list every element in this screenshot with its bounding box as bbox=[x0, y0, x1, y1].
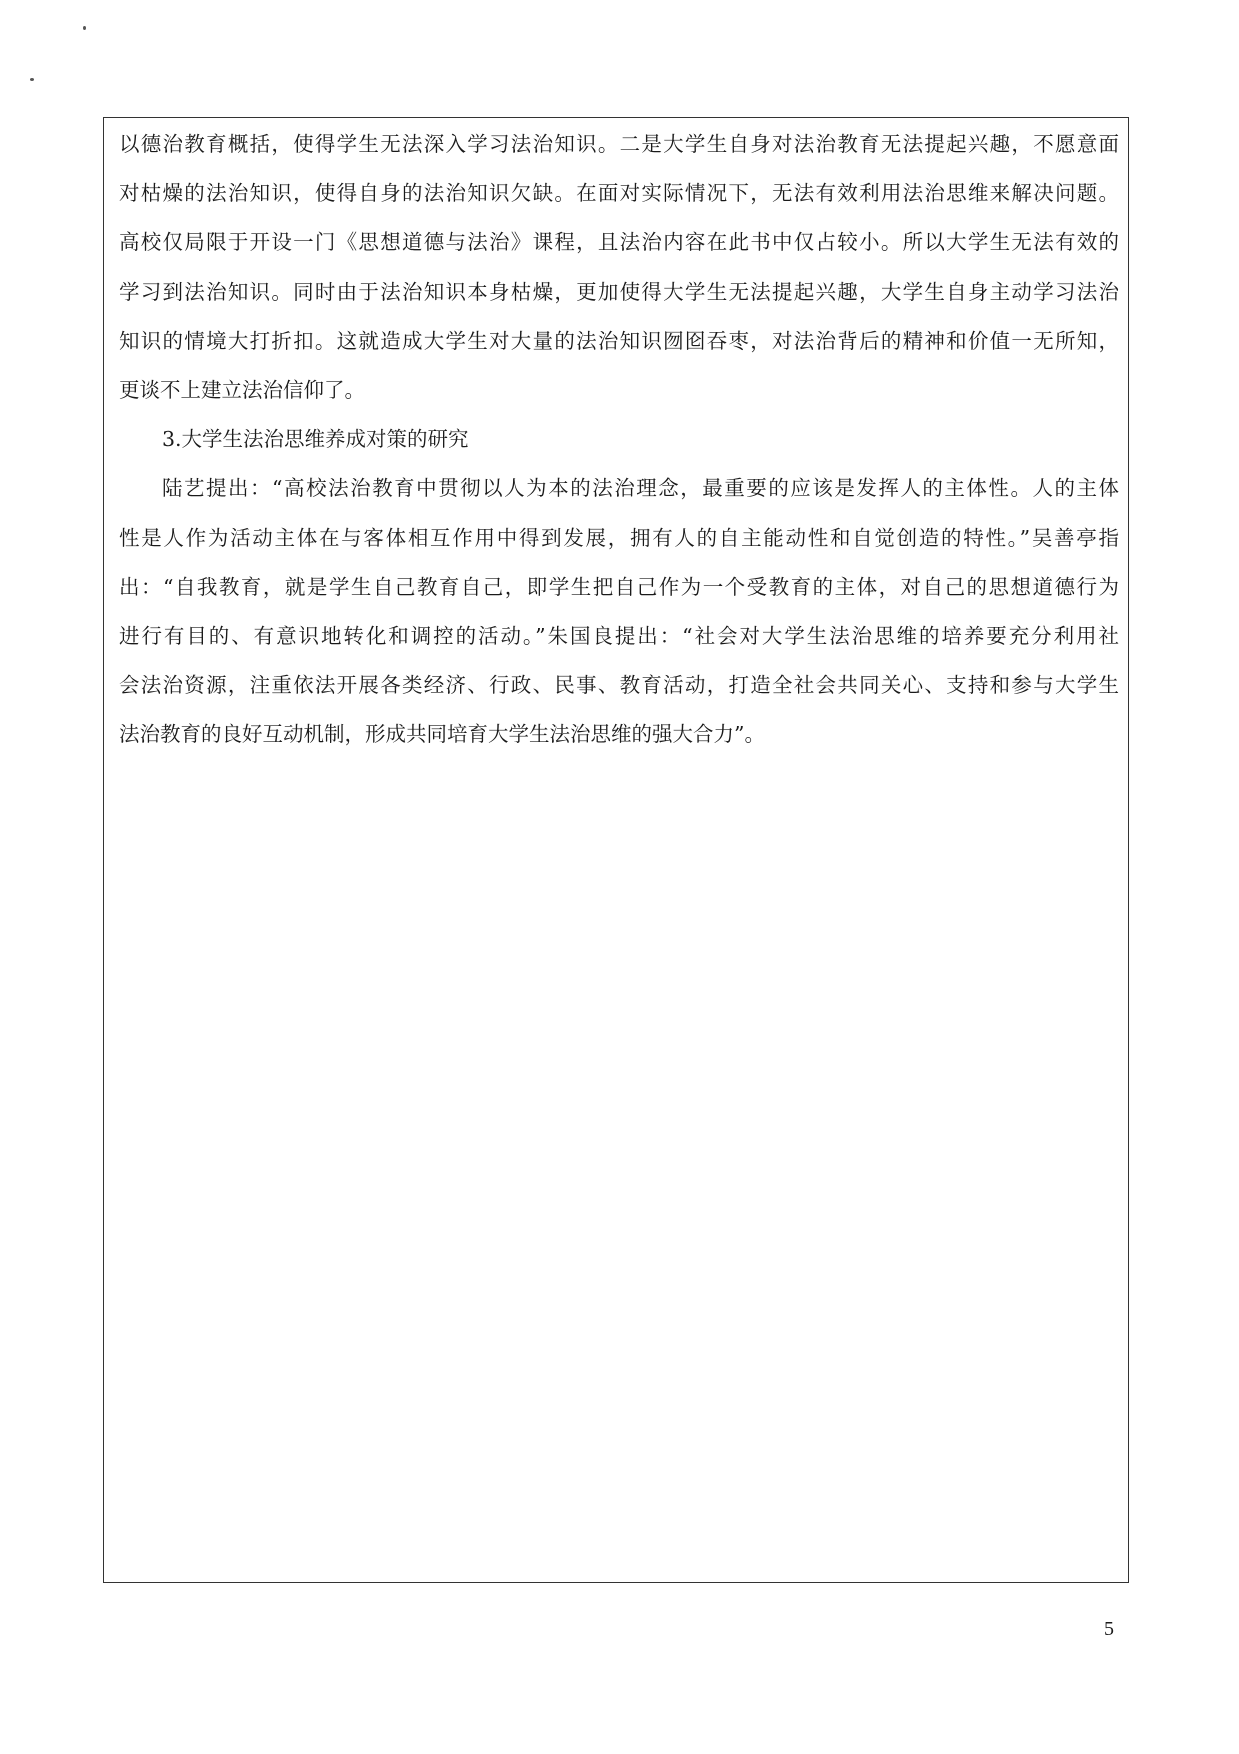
paragraph-1 bbox=[119, 120, 1119, 415]
text-line: 学习到法治知识。同时由于法治知识本身枯燥，更加使得大学生无法提起兴趣，大学生自身主动学习法治 bbox=[119, 279, 1119, 304]
text-line: 陆艺提出：“高校法治教育中贯彻以人为本的法治理念，最重要的应该是发挥人的主体性。人的主体 bbox=[162, 476, 1119, 501]
text-line: 会法治资源，注重依法开展各类经济、行政、民事、教育活动，打造全社会共同关心、支持和参与大学生 bbox=[119, 673, 1119, 698]
text-line: 以德治教育概括，使得学生无法深入学习法治知识。二是大学生自身对法治教育无法提起兴趣，不愿意面 bbox=[119, 132, 1119, 156]
text-line: 高校仅局限于开设一门《思想道德与法治》课程，且法治内容在此书中仅占较小。所以大学生无法有效的 bbox=[119, 230, 1119, 255]
paragraph-2 bbox=[119, 464, 1119, 759]
text-line: 对枯燥的法治知识，使得自身的法治知识欠缺。在面对实际情况下，无法有效利用法治思维来解决问题。 bbox=[119, 181, 1119, 206]
text-line: 知识的情境大打折扣。这就造成大学生对大量的法治知识囫囵吞枣，对法治背后的精神和价值一无所知， bbox=[119, 328, 1119, 353]
scan-speck bbox=[30, 78, 34, 81]
text-line: 更谈不上建立法治信仰了。 bbox=[119, 378, 365, 403]
document-body bbox=[119, 120, 1119, 760]
scan-speck bbox=[83, 26, 86, 30]
text-line: 性是人作为活动主体在与客体相互作用中得到发展，拥有人的自主能动性和自觉创造的特性。”吴善亭指 bbox=[119, 525, 1119, 550]
page-number: 5 bbox=[1104, 1618, 1114, 1640]
text-line: 法治教育的良好互动机制，形成共同培育大学生法治思维的强大合力”。 bbox=[119, 722, 765, 747]
text-line: 出：“自我教育，就是学生自己教育自己，即学生把自己作为一个受教育的主体，对自己的思想道德行为 bbox=[119, 574, 1119, 599]
text-line: 进行有目的、有意识地转化和调控的活动。”朱国良提出：“社会对大学生法治思维的培养要充分利用社 bbox=[119, 624, 1119, 649]
section-heading: 3.大学生法治思维养成对策的研究 bbox=[162, 427, 469, 452]
